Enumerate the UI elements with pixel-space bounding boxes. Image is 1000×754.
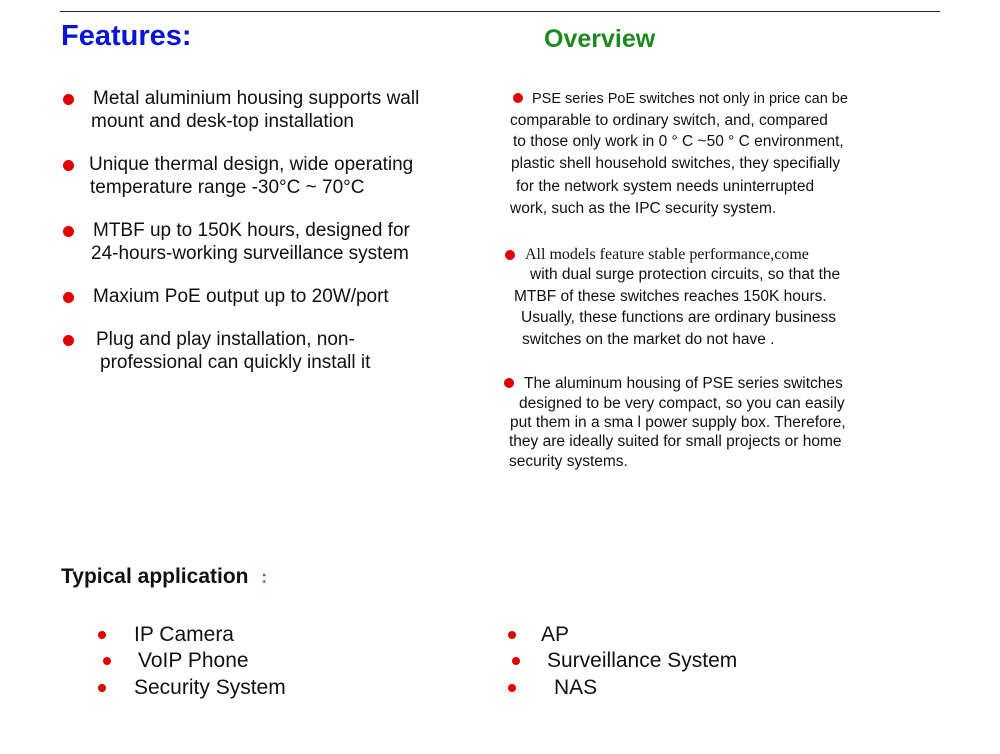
overview-line: All models feature stable performance,come bbox=[525, 246, 809, 263]
bullet-icon bbox=[63, 292, 74, 303]
bullet-icon bbox=[508, 684, 516, 692]
feature-item bbox=[96, 328, 370, 374]
feature-item bbox=[91, 219, 410, 265]
overview-line: PSE series PoE switches not only in price can be bbox=[532, 91, 848, 107]
application-item: VoIP Phone bbox=[138, 649, 249, 672]
feature-line: Plug and play installation, non- bbox=[96, 329, 355, 350]
bullet-icon bbox=[98, 684, 106, 692]
overview-line: work, such as the IPC security system. bbox=[510, 200, 777, 217]
feature-item bbox=[89, 153, 413, 199]
feature-line: Maxium PoE output up to 20W/port bbox=[93, 286, 389, 307]
feature-line: Unique thermal design, wide operating bbox=[89, 154, 414, 175]
overview-line: switches on the market do not have . bbox=[522, 331, 775, 348]
bullet-icon bbox=[63, 160, 74, 171]
features-title: Features: bbox=[61, 20, 192, 52]
bullet-icon bbox=[98, 631, 106, 639]
feature-line: Metal aluminium housing supports wall bbox=[93, 88, 420, 109]
feature-line: 24-hours-working surveillance system bbox=[91, 243, 409, 264]
application-item: Security System bbox=[134, 676, 286, 699]
overview-line: with dual surge protection circuits, so that the bbox=[530, 266, 841, 283]
feature-item bbox=[93, 285, 389, 308]
feature-line: temperature range -30°C ~ 70°C bbox=[90, 177, 365, 198]
overview-line: plastic shell household switches, they specifially bbox=[511, 155, 841, 172]
overview-line: Usually, these functions are ordinary business bbox=[521, 309, 837, 326]
overview-line: put them in a sma l power supply box. Therefore, bbox=[510, 414, 846, 431]
overview-line: for the network system needs uninterrupted bbox=[516, 178, 815, 195]
overview-title: Overview bbox=[544, 25, 656, 53]
overview-line: MTBF of these switches reaches 150K hours. bbox=[514, 288, 827, 305]
bullet-icon bbox=[508, 631, 516, 639]
overview-line: to those only work in 0 ° C ~50 ° C environment, bbox=[513, 133, 844, 150]
bullet-icon bbox=[512, 657, 520, 665]
title-colon: ： bbox=[260, 570, 277, 587]
application-item: NAS bbox=[554, 676, 598, 699]
bullet-icon bbox=[505, 250, 515, 260]
overview-line: The aluminum housing of PSE series switches bbox=[524, 375, 843, 392]
feature-line: professional can quickly install it bbox=[100, 352, 371, 373]
application-item: IP Camera bbox=[134, 623, 234, 646]
bullet-icon bbox=[513, 93, 523, 103]
feature-line: MTBF up to 150K hours, designed for bbox=[93, 220, 410, 241]
overview-line: security systems. bbox=[509, 453, 628, 470]
bullet-icon bbox=[63, 226, 74, 237]
feature-item bbox=[91, 87, 419, 133]
overview-line: designed to be very compact, so you can easily bbox=[519, 395, 845, 412]
bullet-icon bbox=[63, 94, 74, 105]
overview-line: comparable to ordinary switch, and, compared bbox=[510, 112, 828, 129]
typical-application-label: Typical application bbox=[61, 565, 249, 588]
bullet-icon bbox=[63, 335, 74, 346]
top-divider bbox=[60, 11, 940, 12]
typical-application-title bbox=[61, 565, 277, 589]
bullet-icon bbox=[504, 378, 514, 388]
feature-line: mount and desk-top installation bbox=[91, 111, 354, 132]
overview-line: they are ideally suited for small projects or home bbox=[509, 433, 842, 450]
bullet-icon bbox=[103, 657, 111, 665]
application-item: AP bbox=[541, 623, 570, 646]
application-item: Surveillance System bbox=[547, 649, 738, 672]
